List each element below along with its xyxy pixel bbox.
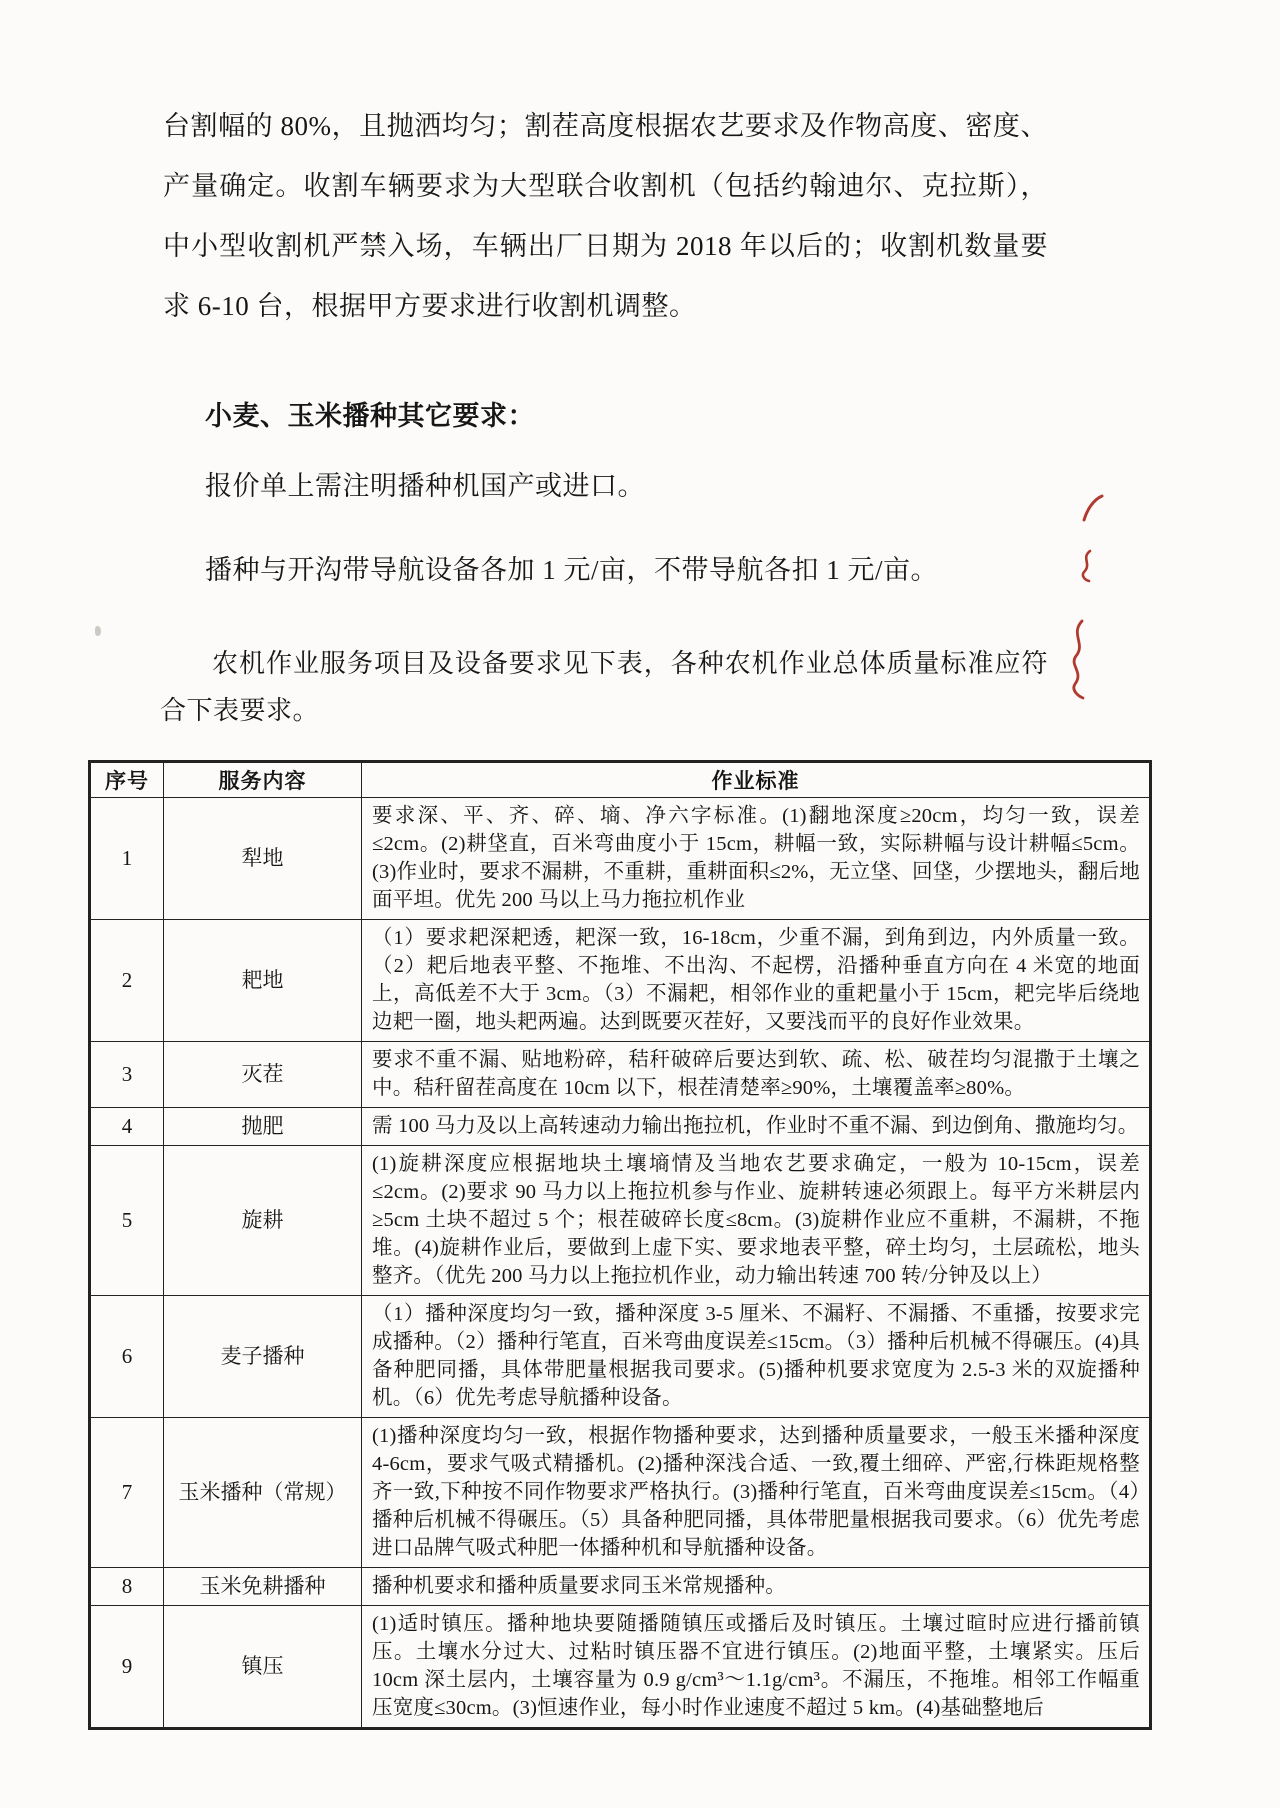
- service-name: 耙地: [164, 920, 362, 1042]
- row-number: 4: [90, 1108, 164, 1146]
- row-number: 9: [90, 1606, 164, 1729]
- paragraph-table-intro: 农机作业服务项目及设备要求见下表，各种农机作业总体质量标准应符合下表要求。: [160, 649, 1048, 725]
- note-navigation-pricing: 播种与开沟带导航设备各加 1 元/亩，不带导航各扣 1 元/亩。: [205, 555, 939, 585]
- service-standards-table: [88, 760, 1152, 1730]
- table-row: [90, 920, 1151, 1042]
- column-header-number: 序号: [90, 762, 164, 798]
- service-name: 麦子播种: [164, 1296, 362, 1418]
- note-quotation-domestic-or-imported: 报价单上需注明播种机国产或进口。: [205, 471, 645, 501]
- paragraph-harvester-requirements: 台割幅的 80%，且抛洒均匀；割茬高度根据农艺要求及作物高度、密度、产量确定。收割车辆要求为大型联合收割机（包括约翰迪尔、克拉斯），中小型收割机严禁入场，车辆出厂日期为 2018 年以后的；收割机数量要求 6-10 台，根据甲方要求进行收割机调整。: [163, 111, 1048, 321]
- table-header-row: [90, 762, 1151, 798]
- table-row: [90, 1296, 1151, 1418]
- service-name: 旋耕: [164, 1146, 362, 1296]
- work-standard: (1)适时镇压。播种地块要随播随镇压或播后及时镇压。土壤过暄时应进行播前镇压。土壤水分过大、过粘时镇压器不宜进行镇压。(2)地面平整，土壤紧实。压后 10cm 深土层内，土壤容量为 0.9 g/cm³～1.1g/cm³。不漏压，不拖堆。相邻工作幅重压宽度≤30cm。(3)恒速作业，每小时作业速度不超过 5 km。(4)基础整地后: [362, 1606, 1151, 1729]
- red-pen-mark: [1076, 548, 1098, 584]
- service-name: 犁地: [164, 798, 362, 920]
- section-heading-other-seeding-requirements: 小麦、玉米播种其它要求：: [205, 401, 535, 431]
- table-row: [90, 1606, 1151, 1729]
- work-standard: (1)旋耕深度应根据地块土壤墒情及当地农艺要求确定，一般为 10-15cm，误差≤2cm。(2)要求 90 马力以上拖拉机参与作业、旋耕转速必须跟上。每平方米耕层内≥5cm 土块不超过 5 个；根茬破碎长度≤8cm。(3)旋耕作业应不重耕，不漏耕，不拖堆。(4)旋耕作业后，要做到上虚下实、要求地表平整，碎土均匀，土层疏松，地头整齐。（优先 200 马力以上拖拉机作业，动力输出转速 700 转/分钟及以上）: [362, 1146, 1151, 1296]
- work-standard: (1)播种深度均匀一致，根据作物播种要求，达到播种质量要求，一般玉米播种深度 4-6cm，要求气吸式精播机。(2)播种深浅合适、一致,覆土细碎、严密,行株距规格整齐一致,下种按不同作物要求严格执行。(3)播种行笔直，百米弯曲度误差≤15cm。（4）播种后机械不得碾压。（5）具备种肥同播，具体带肥量根据我司要求。（6）优先考虑进口品牌气吸式种肥一体播种机和导航播种设备。: [362, 1418, 1151, 1568]
- work-standard: 需 100 马力及以上高转速动力输出拖拉机，作业时不重不漏、到边倒角、撒施均匀。: [362, 1108, 1151, 1146]
- table-row: [90, 1146, 1151, 1296]
- table-row: [90, 1042, 1151, 1108]
- work-standard: 播种机要求和播种质量要求同玉米常规播种。: [362, 1568, 1151, 1606]
- row-number: 5: [90, 1146, 164, 1296]
- table-row: [90, 798, 1151, 920]
- red-pen-mark: [1080, 492, 1106, 526]
- row-number: 8: [90, 1568, 164, 1606]
- service-name: 玉米免耕播种: [164, 1568, 362, 1606]
- row-number: 1: [90, 798, 164, 920]
- table-row: [90, 1418, 1151, 1568]
- red-pen-mark: [1064, 618, 1094, 702]
- work-standard: （1）要求耙深耙透，耙深一致，16-18cm，少重不漏，到角到边，内外质量一致。（2）耙后地表平整、不拖堆、不出沟、不起楞，沿播种垂直方向在 4 米宽的地面上，高低差不大于 3cm。（3）不漏耙，相邻作业的重耙量小于 15cm，耙完毕后绕地边耙一圈，地头耙两遍。达到既要灭茬好，又要浅而平的良好作业效果。: [362, 920, 1151, 1042]
- work-standard: 要求深、平、齐、碎、墒、净六字标准。(1)翻地深度≥20cm，均匀一致，误差≤2cm。(2)耕垡直，百米弯曲度小于 15cm，耕幅一致，实际耕幅与设计耕幅≤5cm。(3)作业时，要求不漏耕，不重耕，重耕面积≤2%，无立垡、回垡，少摆地头，翻后地面平坦。优先 200 马以上马力拖拉机作业: [362, 798, 1151, 920]
- table-row: [90, 1108, 1151, 1146]
- service-name: 镇压: [164, 1606, 362, 1729]
- service-name: 抛肥: [164, 1108, 362, 1146]
- service-name: 玉米播种（常规）: [164, 1418, 362, 1568]
- row-number: 7: [90, 1418, 164, 1568]
- work-standard: 要求不重不漏、贴地粉碎，秸秆破碎后要达到软、疏、松、破茬均匀混撒于土壤之中。秸秆留茬高度在 10cm 以下，根茬清楚率≥90%，土壤覆盖率≥80%。: [362, 1042, 1151, 1108]
- scan-speck: [95, 626, 101, 636]
- service-name: 灭茬: [164, 1042, 362, 1108]
- table-row: [90, 1568, 1151, 1606]
- row-number: 6: [90, 1296, 164, 1418]
- column-header-standard: 作业标准: [362, 762, 1151, 798]
- row-number: 3: [90, 1042, 164, 1108]
- column-header-service: 服务内容: [164, 762, 362, 798]
- row-number: 2: [90, 920, 164, 1042]
- work-standard: （1）播种深度均匀一致，播种深度 3-5 厘米、不漏籽、不漏播、不重播，按要求完成播种。（2）播种行笔直，百米弯曲度误差≤15cm。（3）播种后机械不得碾压。(4)具备种肥同播，具体带肥量根据我司要求。(5)播种机要求宽度为 2.5-3 米的双旋播种机。（6）优先考虑导航播种设备。: [362, 1296, 1151, 1418]
